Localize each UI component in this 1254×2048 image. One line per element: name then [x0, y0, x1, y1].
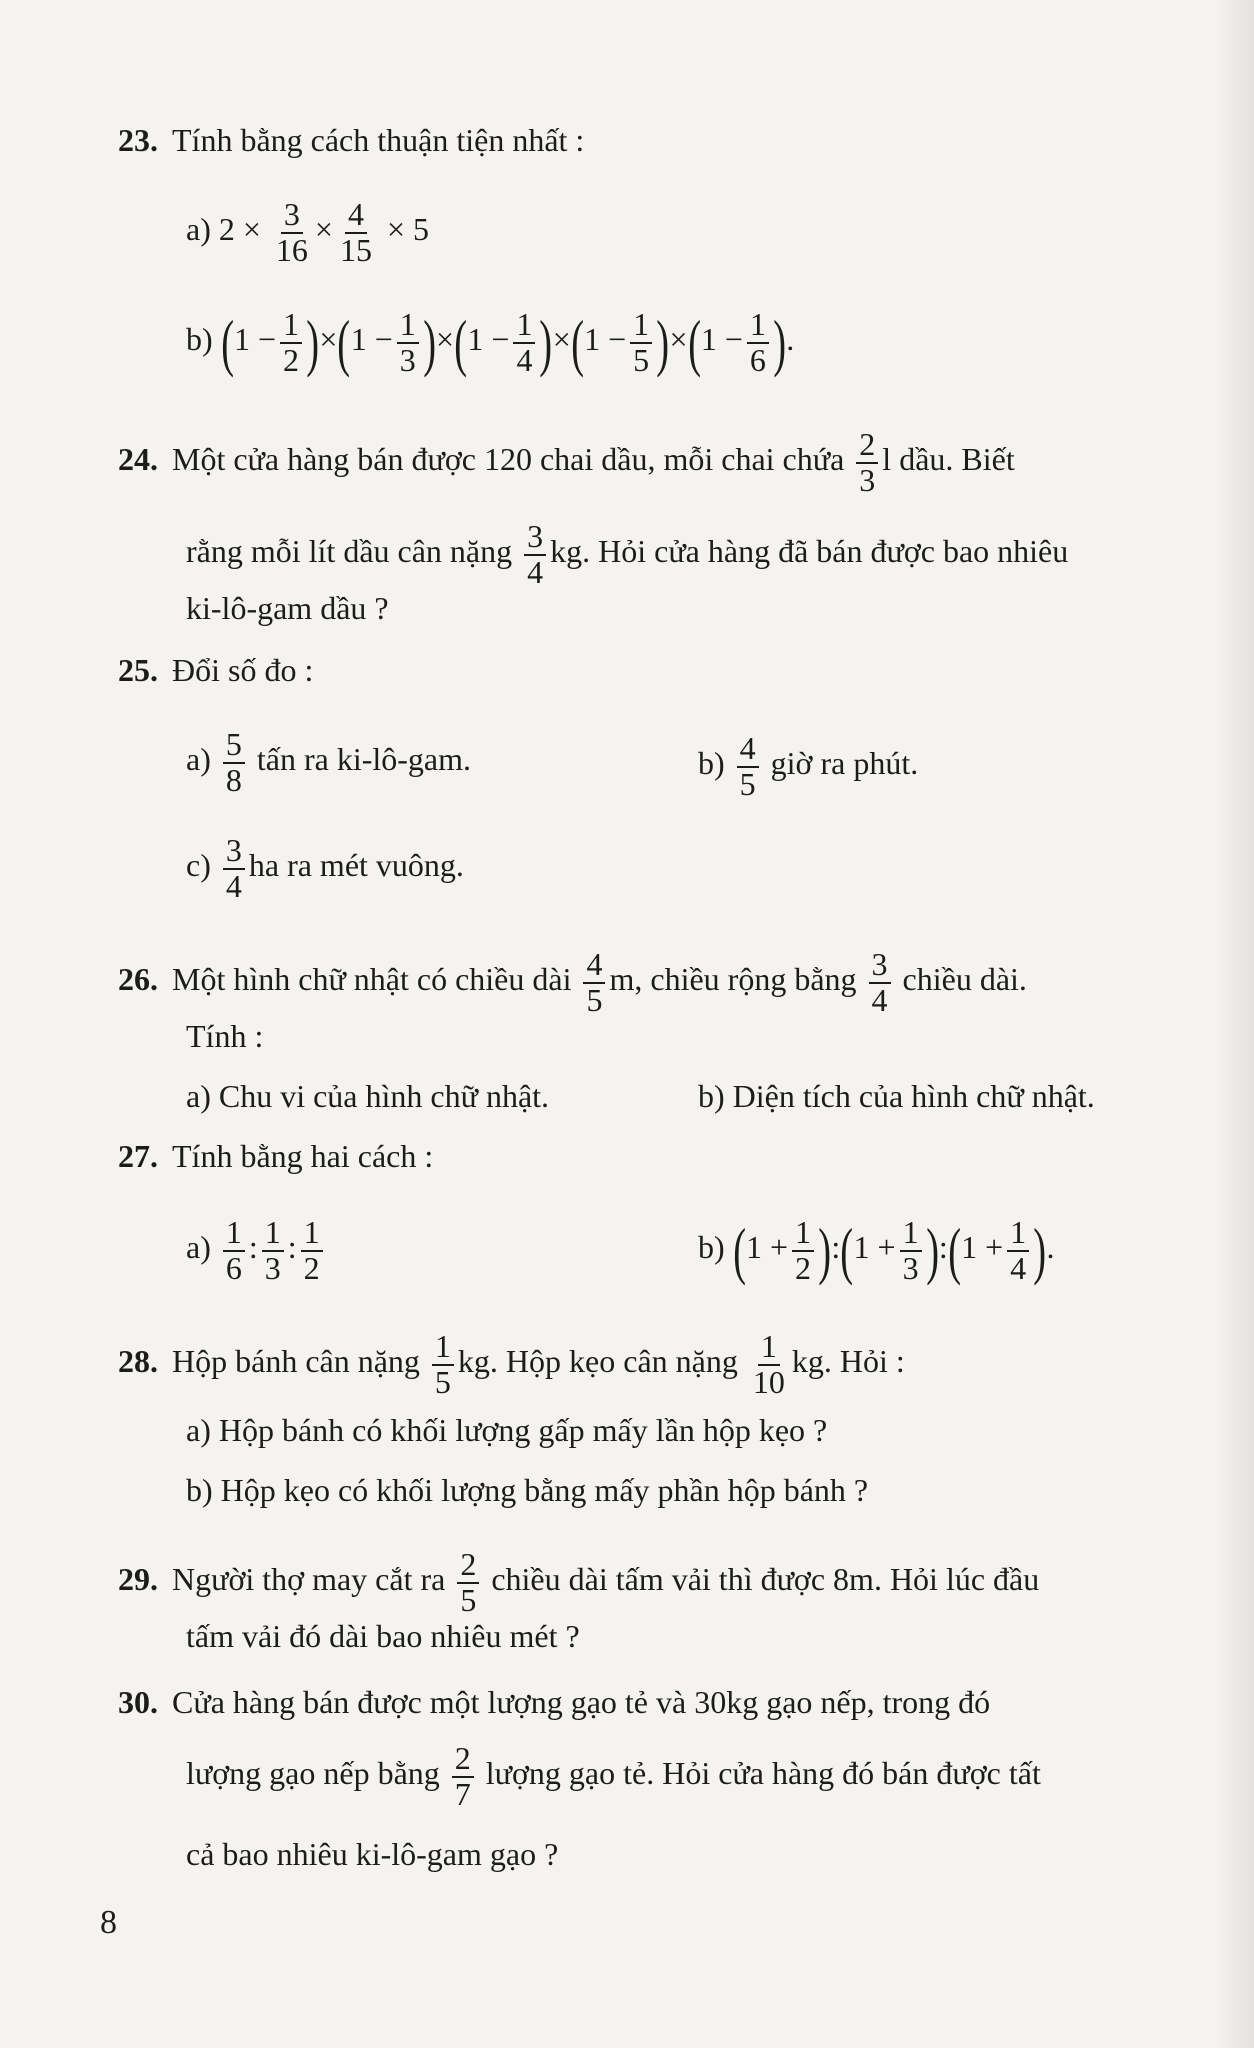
fraction: $\frac{4}{5}$	[737, 732, 759, 801]
fraction: $\frac{1}{2}$	[792, 1216, 814, 1285]
fraction: $\frac{2}{7}$	[452, 1742, 474, 1811]
problem-30-line3: cả bao nhiêu ki-lô-gam gạo ?	[186, 1836, 559, 1872]
fraction: $\frac{1}{2}$	[280, 308, 302, 377]
problem-23-heading: 23. Tính bằng cách thuận tiện nhất :	[118, 122, 585, 158]
fraction: $\frac{1}{3}$	[262, 1216, 284, 1285]
fraction: $\frac{1}{5}$	[630, 308, 652, 377]
problem-28-line1: 28. Hộp bánh cân nặng $\frac{1}{5}$ kg. Hộp kẹo cân nặng $\frac{1}{10}$ kg. Hỏi :	[118, 1328, 905, 1400]
problem-29-line1: 29. Người thợ may cắt ra $\frac{2}{5}$ chiều dài tấm vải thì được 8m. Hỏi lúc đầu	[118, 1546, 1040, 1618]
fraction: $\frac{1}{6}$	[223, 1216, 245, 1285]
problem-29-line2: tấm vải đó dài bao nhiêu mét ?	[186, 1618, 580, 1654]
problem-24-line3: ki-lô-gam dầu ?	[186, 590, 389, 626]
problem-26-line1: 26. Một hình chữ nhật có chiều dài $\frac{4}{5}$ m, chiều rộng bằng $\frac{3}{4}$ chiều dài.	[118, 946, 1027, 1018]
problem-28a: a) Hộp bánh có khối lượng gấp mấy lần hộp kẹo ?	[186, 1412, 828, 1448]
fraction: $\frac{1}{5}$	[432, 1330, 454, 1399]
fraction: $\frac{3}{4}$	[524, 520, 546, 589]
problem-26-line2: Tính :	[186, 1018, 264, 1054]
problem-28b: b) Hộp kẹo có khối lượng bằng mấy phần hộp bánh ?	[186, 1472, 869, 1508]
problem-27a: a) $\frac{1}{6}$ : $\frac{1}{3}$ : $\frac{1}{2}$	[186, 1216, 327, 1285]
fraction: $\frac{2}{3}$	[856, 428, 878, 497]
fraction: $\frac{1}{4}$	[1007, 1216, 1029, 1285]
fraction: $\frac{3}{4}$	[223, 834, 245, 903]
problem-23b: b) (1 − $\frac{1}{2}$ )×(1 − $\frac{1}{3}$ )×(1 − $\frac{1}{4}$ )×(1 − $\frac{1}{5}$ )×(1 − $\frac{1}{6}$ ).	[186, 306, 795, 378]
fraction: $\frac{1}{10}$	[752, 1328, 785, 1400]
problem-30-line2: lượng gạo nếp bằng $\frac{2}{7}$ lượng gạo tẻ. Hỏi cửa hàng đó bán được tất	[186, 1740, 1041, 1812]
page-edge-shadow	[1214, 0, 1254, 2048]
problem-25c: c) $\frac{3}{4}$ ha ra mét vuông.	[186, 832, 464, 904]
fraction: $\frac{1}{3}$	[397, 308, 419, 377]
problem-23a: a) 2 × $\frac{3}{16}$ × $\frac{4}{15}$ × 5	[186, 196, 429, 268]
problem-25b: b) $\frac{4}{5}$ giờ ra phút.	[698, 730, 919, 802]
problem-26a: a) Chu vi của hình chữ nhật.	[186, 1078, 550, 1114]
problem-24-line1: 24. Một cửa hàng bán được 120 chai dầu, mỗi chai chứa $\frac{2}{3}$ l dầu. Biết	[118, 426, 1015, 498]
fraction: $\frac{3}{16}$	[275, 196, 308, 268]
problem-26b: b) Diện tích của hình chữ nhật.	[698, 1078, 1095, 1114]
problem-24-line2: rằng mỗi lít dầu cân nặng $\frac{3}{4}$ kg. Hỏi cửa hàng đã bán được bao nhiêu	[186, 518, 1069, 590]
fraction: $\frac{4}{15}$	[339, 196, 372, 268]
fraction: $\frac{2}{5}$	[457, 1548, 479, 1617]
fraction: $\frac{1}{3}$	[900, 1216, 922, 1285]
fraction: $\frac{1}{4}$	[513, 308, 535, 377]
fraction: $\frac{1}{2}$	[301, 1216, 323, 1285]
problem-30-line1: 30. Cửa hàng bán được một lượng gạo tẻ và 30kg gạo nếp, trong đó	[118, 1684, 991, 1720]
page-number: 8	[100, 1904, 117, 1941]
problem-27-heading: 27. Tính bằng hai cách :	[118, 1138, 434, 1174]
fraction: $\frac{4}{5}$	[583, 948, 605, 1017]
fraction: $\frac{3}{4}$	[869, 948, 891, 1017]
problem-25-heading: 25. Đổi số đo :	[118, 652, 314, 688]
problem-25a: a) $\frac{5}{8}$ tấn ra ki-lô-gam.	[186, 726, 471, 798]
fraction: $\frac{5}{8}$	[223, 728, 245, 797]
fraction: $\frac{1}{6}$	[747, 308, 769, 377]
problem-27b: b) (1 + $\frac{1}{2}$ ):(1 + $\frac{1}{3}$ ):(1 + $\frac{1}{4}$ ).	[698, 1214, 1055, 1286]
